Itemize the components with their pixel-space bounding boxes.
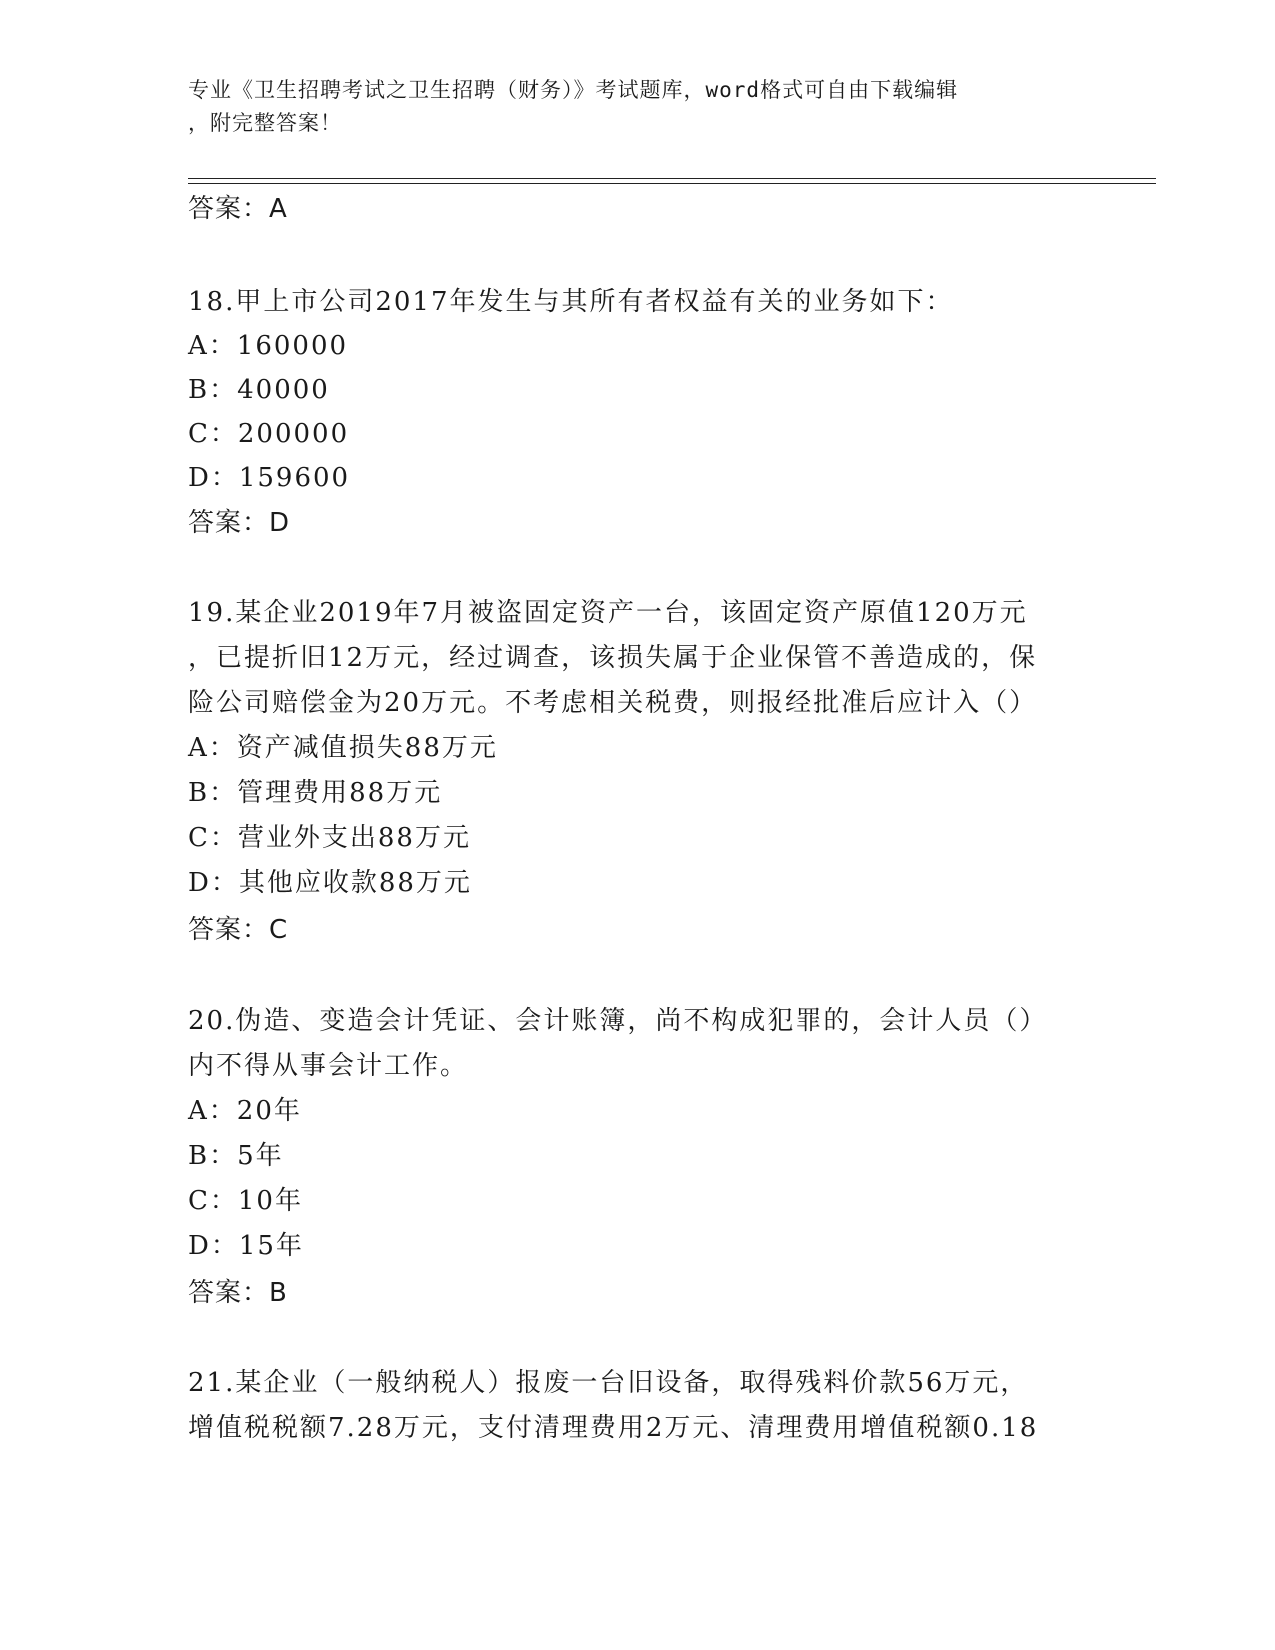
q18-answer: 答案：D — [188, 508, 291, 538]
q20-option-b: B：5年 — [188, 1141, 284, 1171]
q19-stem-line-1: 19.某企业2019年7月被盗固定资产一台，该固定资产原值120万元 — [188, 598, 1028, 628]
q18-option-c: C：200000 — [188, 419, 350, 449]
q19-option-c: C：营业外支出88万元 — [188, 823, 471, 853]
q19-stem-line-2: ，已提折旧12万元，经过调查，该损失属于企业保管不善造成的，保 — [188, 643, 1038, 673]
q19-option-d: D：其他应收款88万元 — [188, 868, 472, 898]
document-header — [188, 74, 1088, 140]
q18-option-d: D：159600 — [188, 463, 351, 493]
q18-option-b: B：40000 — [188, 375, 330, 405]
q21-stem-line-1: 21.某企业（一般纳税人）报废一台旧设备，取得残料价款56万元， — [188, 1368, 1029, 1398]
header-line-1: 专业《卫生招聘考试之卫生招聘（财务）》考试题库，word格式可自由下载编辑 — [188, 78, 959, 102]
q19-option-a: A：资产减值损失88万元 — [188, 733, 498, 763]
q20-stem-line-1: 20.伪造、变造会计凭证、会计账簿，尚不构成犯罪的，会计人员（） — [188, 1006, 1048, 1036]
header-line-2: ，附完整答案！ — [188, 111, 342, 135]
q19-option-b: B：管理费用88万元 — [188, 778, 443, 808]
previous-answer: 答案：A — [188, 194, 288, 224]
q20-option-d: D：15年 — [188, 1231, 304, 1261]
q19-stem-line-3: 险公司赔偿金为20万元。不考虑相关税费，则报经批准后应计入（） — [188, 688, 1038, 718]
q18-option-a: A：160000 — [188, 331, 349, 361]
q20-option-a: A：20年 — [188, 1096, 302, 1126]
q20-answer: 答案：B — [188, 1278, 288, 1308]
q19-answer: 答案：C — [188, 915, 289, 945]
q20-stem-line-2: 内不得从事会计工作。 — [188, 1051, 469, 1081]
q21-stem-line-2: 增值税税额7.28万元，支付清理费用2万元、清理费用增值税额0.18 — [188, 1413, 1039, 1443]
q18-stem: 18.甲上市公司2017年发生与其所有者权益有关的业务如下： — [188, 287, 954, 317]
header-divider-bottom — [188, 183, 1156, 184]
header-divider-top — [188, 178, 1156, 179]
q20-option-c: C：10年 — [188, 1186, 303, 1216]
